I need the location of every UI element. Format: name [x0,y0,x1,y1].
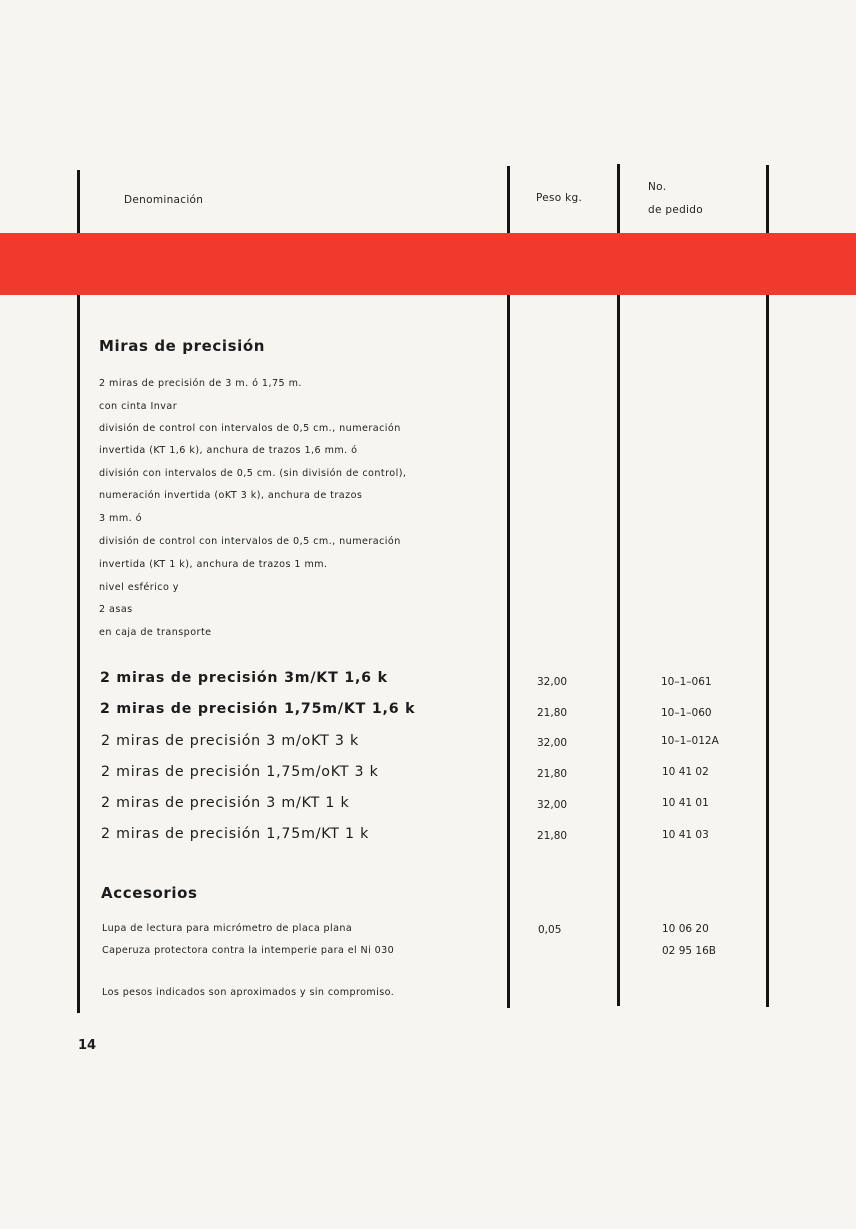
product-weight: 32,00 [537,799,568,811]
column-rule-left [77,170,80,1013]
product-weight: 21,80 [537,707,568,719]
description-line: con cinta Invar [99,401,178,412]
product-order-number: 10–1–012A [661,735,719,747]
product-name: 2 miras de precisión 3 m/oKT 3 k [101,733,360,749]
product-weight: 21,80 [537,768,568,780]
product-order-number: 10 41 03 [662,829,709,841]
description-line: invertida (KT 1,6 k), anchura de trazos 1,6 mm. ó [99,445,358,456]
header-pedido-line2: de pedido [648,204,703,216]
header-denominacion: Denominación [124,194,204,206]
description-line: división de control con intervalos de 0,5 cm., numeración [99,423,401,434]
product-order-number: 10 41 01 [662,797,709,809]
product-weight: 32,00 [537,737,568,749]
section-title-accesorios: Accesorios [101,884,198,902]
product-name: 2 miras de precisión 1,75m/oKT 3 k [101,764,379,780]
description-line: 2 miras de precisión de 3 m. ó 1,75 m. [99,378,302,389]
header-pedido-line1: No. [648,181,667,193]
section-title-miras: Miras de precisión [99,337,266,355]
product-name: 2 miras de precisión 3 m/KT 1 k [101,795,350,811]
accessory-name: Lupa de lectura para micrómetro de placa plana [102,923,353,934]
product-name: 2 miras de precisión 3m/KT 1,6 k [100,670,388,686]
header-peso: Peso kg. [536,192,583,204]
page-number: 14 [78,1038,97,1053]
product-order-number: 10–1–060 [661,707,712,719]
accessory-order-number: 02 95 16B [662,945,716,957]
description-line: división de control con intervalos de 0,5 cm., numeración [99,536,401,547]
description-line: invertida (KT 1 k), anchura de trazos 1 mm. [99,559,328,570]
product-name: 2 miras de precisión 1,75m/KT 1,6 k [100,701,416,717]
description-line: división con intervalos de 0,5 cm. (sin división de control), [99,468,407,479]
description-line: 2 asas [99,604,133,615]
red-header-band [0,233,856,295]
product-name: 2 miras de precisión 1,75m/KT 1 k [101,826,370,842]
accessory-name: Caperuza protectora contra la intemperie para el Ni 030 [102,945,395,956]
product-weight: 21,80 [537,830,568,842]
accessory-weight: 0,05 [538,924,562,936]
footnote: Los pesos indicados son aproximados y sin compromiso. [102,987,395,998]
product-order-number: 10–1–061 [661,676,712,688]
description-line: en caja de transporte [99,627,212,638]
description-line: numeración invertida (oKT 3 k), anchura de trazos [99,490,363,501]
product-weight: 32,00 [537,676,568,688]
description-line: 3 mm. ó [99,513,142,524]
accessory-order-number: 10 06 20 [662,923,709,935]
product-order-number: 10 41 02 [662,766,709,778]
description-line: nivel esférico y [99,582,179,593]
